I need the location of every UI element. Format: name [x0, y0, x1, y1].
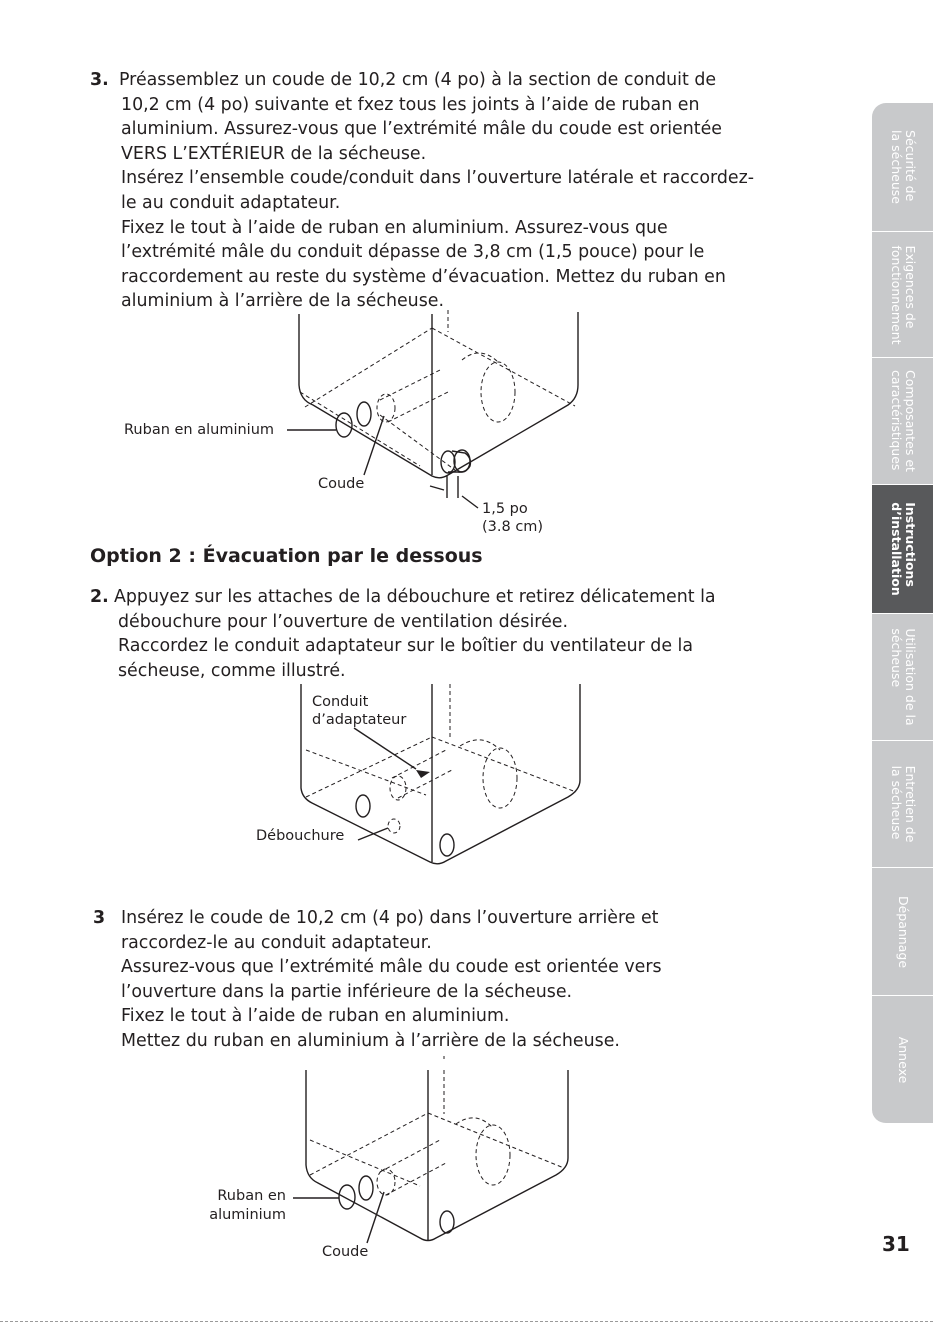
tab-label: Annexe	[895, 1036, 911, 1083]
page-number: 31	[882, 1232, 910, 1256]
step-text-line: Appuyez sur les attaches de la débouchure et retirez délicatement la	[114, 587, 716, 607]
tab-label: Composantes et	[902, 370, 918, 472]
step-number: 3	[93, 908, 106, 928]
step-text-line: Insérez l’ensemble coude/conduit dans l’ouverture latérale et raccordez-	[121, 168, 754, 189]
step-text-line: l’ouverture dans la partie inférieure de la sécheuse.	[121, 981, 573, 1002]
step-number: 3.	[90, 70, 109, 90]
adapter-duct-label: Conduit	[312, 694, 369, 710]
step-text-line: Raccordez le conduit adaptateur sur le boîtier du ventilateur de la	[118, 636, 694, 657]
tab-label: Exigences de	[902, 244, 918, 328]
step-text-line: Fixez le tout à l’aide de ruban en aluminium. Assurez-vous que	[121, 217, 668, 238]
tab-dryer-safety[interactable]	[872, 103, 933, 232]
step-text-line: Fixez le tout à l’aide de ruban en aluminium.	[121, 1006, 510, 1027]
tab-troubleshooting[interactable]	[872, 868, 933, 996]
step-text-line: sécheuse, comme illustré.	[118, 660, 346, 681]
aluminum-tape-label-2: aluminium	[209, 1207, 286, 1223]
aluminum-tape-label: Ruban en aluminium	[124, 422, 275, 438]
tab-label: la sécheuse	[888, 765, 904, 840]
tab-components-features[interactable]	[872, 358, 933, 485]
tab-label: sécheuse	[888, 628, 904, 688]
tab-label: Instructions	[902, 502, 918, 587]
step-text-line: raccordement au reste du système d’évacuation. Mettez du ruban en	[121, 266, 726, 287]
tab-label: Utilisation de la	[902, 628, 918, 726]
tab-label: caractéristiques	[888, 370, 904, 471]
tab-label: la sécheuse	[888, 130, 904, 204]
knockout-label: Débouchure	[256, 828, 345, 844]
tab-label: d’installation	[888, 502, 904, 596]
page-divider	[0, 1321, 933, 1322]
tab-label: Entretien de	[902, 765, 918, 843]
tab-operating-requirements[interactable]	[872, 232, 933, 358]
adapter-duct-label-2: d’adaptateur	[312, 712, 407, 728]
tab-label: Dépannage	[895, 895, 911, 968]
step-text-line: raccordez-le au conduit adaptateur.	[121, 932, 432, 953]
elbow-label: Coude	[322, 1244, 369, 1260]
step-text-line: Mettez du ruban en aluminium à l’arrière de la sécheuse.	[121, 1030, 620, 1051]
step-text-line: le au conduit adaptateur.	[121, 192, 341, 213]
step-3-instructions	[90, 68, 754, 314]
step-text-line: 10,2 cm (4 po) suivante et fxez tous les joints à l’aide de ruban en	[121, 94, 700, 115]
measurement-label-metric: (3.8 cm)	[482, 519, 544, 535]
tab-installation-instructions[interactable]	[872, 485, 933, 614]
tab-using-dryer[interactable]	[872, 614, 933, 741]
step-text-line: Assurez-vous que l’extrémité mâle du coude est orientée vers	[121, 957, 662, 978]
step-text-line: aluminium à l’arrière de la sécheuse.	[121, 291, 444, 312]
step-text-line: débouchure pour l’ouverture de ventilation désirée.	[118, 611, 568, 632]
step-2-instructions	[90, 585, 716, 683]
step-text-line: l’extrémité mâle du conduit dépasse de 3,8 cm (1,5 pouce) pour le	[121, 242, 705, 263]
tab-appendix[interactable]	[872, 996, 933, 1124]
step-text-line: VERS L’EXTÉRIEUR de la sécheuse.	[121, 143, 427, 164]
measurement-label: 1,5 po	[482, 501, 528, 517]
elbow-label: Coude	[318, 476, 365, 492]
tab-dryer-maintenance[interactable]	[872, 741, 933, 868]
step-text-line: Insérez le coude de 10,2 cm (4 po) dans l’ouverture arrière et	[121, 908, 659, 928]
tab-label: fonctionnement	[888, 244, 904, 345]
step-number: 2.	[90, 587, 109, 607]
step-text-line: Préassemblez un coude de 10,2 cm (4 po) à la section de conduit de	[119, 70, 717, 90]
tab-label: Sécurité de	[902, 130, 918, 202]
step-3-bottom-instructions	[90, 906, 662, 1054]
section-heading: Option 2 : Évacuation par le dessous	[90, 545, 483, 567]
aluminum-tape-label: Ruban en	[217, 1188, 286, 1204]
step-text-line: aluminium. Assurez-vous que l’extrémité mâle du coude est orientée	[121, 119, 722, 140]
